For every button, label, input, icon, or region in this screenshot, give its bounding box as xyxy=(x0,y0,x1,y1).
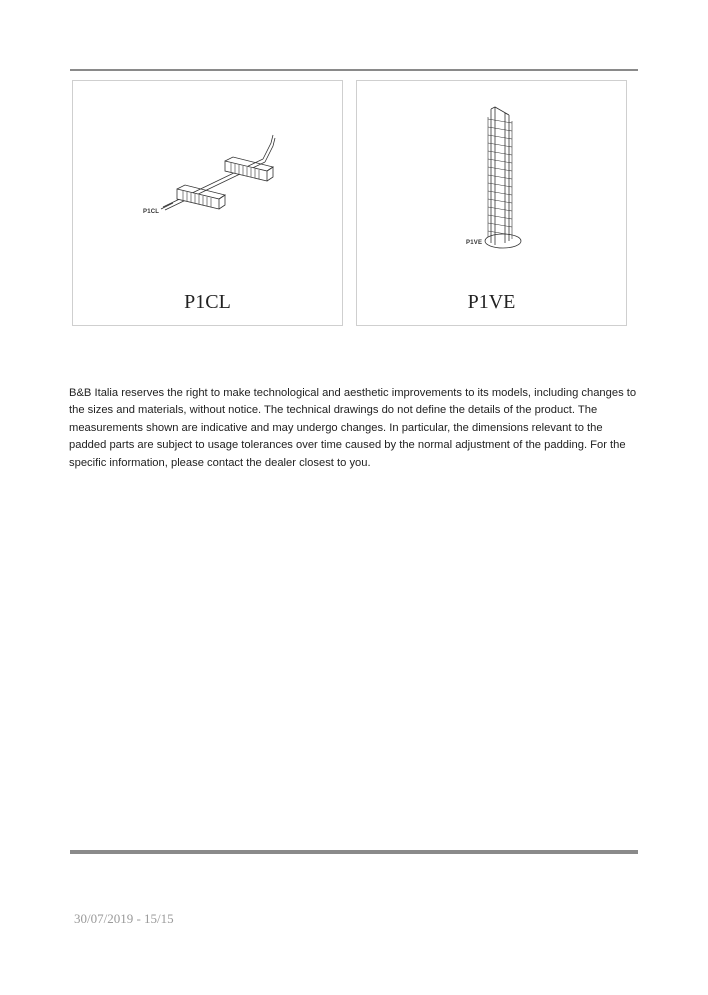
p1cl-title: P1CL xyxy=(184,291,231,313)
product-card-p1cl xyxy=(72,80,343,326)
disclaimer-text: B&B Italia reserves the right to make technological and aesthetic improvements to its models, including changes to the sizes and materials, without notice. The technical drawings do not define the details of the product. The measurements shown are indicative and may undergo changes. In particular, the dimensions relevant to the padded parts are subject to usage tolerances over time caused by the normal adjustment of the padding. For the specific information, please contact the dealer closest to you. xyxy=(69,387,637,469)
p1ve-drawing-label: P1VE xyxy=(466,240,483,246)
footer-date-page: 30/07/2019 - 15/15 xyxy=(74,911,174,926)
product-card-p1ve xyxy=(356,80,627,326)
p1cl-drawing-label: P1CL xyxy=(143,209,160,215)
p1ve-title: P1VE xyxy=(467,291,516,313)
bottom-divider xyxy=(70,850,638,854)
top-divider xyxy=(70,69,638,71)
